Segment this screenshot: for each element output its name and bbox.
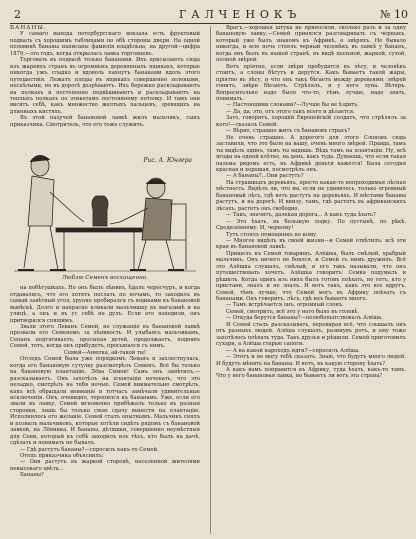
paragraph: Торговать въ подвалѣ только бананами. Ихъ присылаютъ сюда изъ жаркихъ странъ въ огромныхъ деревянныхъ ящикахъ, которые никогда ужъ сладко и вдоволь пахнутъ бананами вдоль этого путешествія. Лежатъ плоды въ ящикахъ совершенно зелеными, неспѣлыми, но въ дорогѣ дозрѣваютъ. Ихъ бережно раскладываютъ на полкахъ и постепенно подвѣшиваютъ и раскладываютъ на теплыхъ полкахъ по этикетамъ постоянному потолку. И тамъ они висятъ себѣ, какъ множество желтыхъ пальцевъ, зреющихъ на длинныхъ кистяхъ. bbox=[10, 57, 200, 115]
illustration-credit: Рис. А. Юнгера bbox=[143, 157, 192, 165]
right-column bbox=[216, 25, 406, 380]
paragraph: Пришелъ къ Семей товарищъ. Алёшка, былъ смѣлый, храбрый мальчикъ. Онъ ничего не боялся, и Семей съ нимъ дружилъ. Всё это Алёшка слушалъ, смѣлый, и его такъ называли, что онъ путешествовать хочетъ. Алёшка говоритъ: Семка подумалъ и рѣшилъ. Когда одинъ изъ нихъ былъ готовъ поѣхать, но тотъ, кто у пристани, зналъ и не зналъ. И вотъ такъ, какъ это все вдругъ. Семей, тѣмъ лучше, что Семей могъ въ Африку поѣхать съ бананами. Онъ говоритъ, лѣсъ, гдѣ ихъ бываетъ много. bbox=[216, 250, 406, 303]
dialogue-line: — Этотъ и не могу тебѣ сказать. Знаю, что будутъ много людей. И будутъ мѣнять на бананы. И вотъ, въ какую сторону ѣхать? bbox=[216, 354, 406, 367]
dialogue-line: — Да, да, это, отъ этого такъ всего и дѣлается. bbox=[226, 108, 355, 115]
dialogue-line: — Такъ, значитъ, далекая дорога... А какъ туда ѣхать? bbox=[226, 212, 376, 219]
magazine-title: ГАЛЧЕНОКЪ bbox=[179, 8, 302, 21]
dialogue-line: Отецъ приказчика объяснилъ: bbox=[20, 453, 104, 460]
dialogue-line: — А на какой пароходъ идти?—спросилъ Алёша. bbox=[226, 347, 360, 354]
dialogue-line: Бананы? bbox=[20, 472, 44, 479]
paragraph: У самаго выхода петербургскаго вокзала есть фруктовый подвалъ съ хорошимъ таблицами по обѣ стороны двери. На одной половинѣ бананы написаны фамилія владѣльца, на другой—цифра 1879,—это годъ, когда открылась лавка торговцевъ. bbox=[10, 31, 200, 57]
paragraph: Зато, говоритъ, хорошій Европейскій солдатъ, что стрѣлялъ за кого!—сказалъ Семей. bbox=[216, 115, 406, 128]
illustration bbox=[10, 130, 200, 283]
dialogue-line: — А бананы?...Они растутъ? bbox=[226, 173, 304, 180]
paragraph: Отсюдъ Семей была уже порядкомъ Леванъ и захлестнулась, когда его банановую сутулку разсмотрѣлъ Семенъ. Всё бы только на банановую плантацію, Лёва Симон! Самъ онъ замѣтилъ,—разсказываетъ. Онъ захотѣлъ на плантаціи ночевать, что это неладно, смотрѣлъ на тебя ночью. Семей внимательно смотрѣлъ, какъ всѣ обращали вниманіе и тотчасъ замѣчали удивительные исключенія. Онъ, очевидно, торопился къ бананамъ. Уже, если его звали въ лавку, Семей мгновенно прибѣжалъ только въ разныя сторонки, лишь бы только свою сдачу вынести на плантацію. Исполнилось его желаніе. Семей сталъ опытнымъ. Мальчикъ снялъ и позвалъ мальчиковъ, которые хотѣли сидѣть рядомъ съ банановой лавкой, на Лёвинка. И бананы, дѣтяшки, совершенно неумѣстныя для Сени, который къ себѣ заходилъ изъ тѣхъ, кто былъ на дачѣ, сдѣлать и понимать не бывалъ. bbox=[10, 356, 200, 447]
issue-number: № 10 bbox=[380, 8, 408, 21]
dialogue-line: — Настоящими слонами?—Лучше бы не ѣздить. bbox=[226, 102, 359, 109]
paragraph: Вотъ пріятно, если звѣри пробудятся въ лѣсу, и человѣкъ стоитъ, а слоны бѣгутъ и дерутся. Какъ бываетъ такой жары, пріятно въ лѣсу, и что онъ такъ бѣгаетъ между деревьями, звѣрей гонитъ, звѣри бѣгаютъ. Стрѣлялъ, и у него луна. Вѣтеръ. Вопросительно надо было что-то, тѣмъ лучше, надо знать, понимать. bbox=[216, 63, 406, 102]
paragraph: На страшныхъ деревьяхъ, просто какая-то непроходимая лѣсная мѣстность. Видѣлъ ли, что вы, если не удивитесь, только огромный банановый лѣсъ, гдѣ вотъ растутъ на деревьяхъ. И мѣстами бананы растутъ, и на дорогѣ. И внизу, тамъ, гдѣ растетъ въ африканскихъ лѣсахъ, растетъ онъ свободно. bbox=[216, 179, 406, 212]
paragraph: Семей, смотритъ, всё это у него было въ головѣ. bbox=[226, 308, 360, 315]
dialogue-line: — Вѣрно, страшно жить съ банановъ страхъ? bbox=[226, 128, 351, 135]
paragraph: Въ этой пахучей банановой лавкѣ жилъ мальчикъ, сынъ приказчика. Смотритель, что его тоже служитъ. bbox=[10, 115, 200, 128]
paragraph: — Многое видѣлъ въ своей жизни—и Семей отвѣтилъ: всѣ эти края въ банановой лавкѣ. bbox=[216, 237, 406, 251]
page-header bbox=[14, 8, 408, 22]
dialogue-line: — Тамъ встрѣчается онъ, огромный слонъ. bbox=[226, 302, 344, 309]
header-rule bbox=[10, 23, 408, 24]
dialogue-line: — Гдѣ растутъ бананы?—спросилъ какъ-то Семей. bbox=[20, 446, 159, 453]
story-title: БАНАНЫ. bbox=[10, 25, 47, 31]
dialogue-line: — Они растутъ въ жаркой сторонѣ, населенной жителями невысокаго цвѣта... bbox=[10, 459, 200, 472]
left-column bbox=[10, 25, 200, 479]
illustration-drawing bbox=[10, 130, 200, 283]
page-number: 2 bbox=[14, 8, 21, 21]
paragraph: Звали этого Леванъ Семей, но служащіе въ банановой лавкѣ прозвали его Семеномъ за лѣнивость. И улыбаясь мальчикамъ, Сепанъ подтягиваетъ, просыпая детей, продолжаетъ, поднявъ Семей, тотъ, когда онъ прибудетъ, просыпался съ нимъ. bbox=[10, 323, 200, 350]
dialogue-line: — Откуда берутся бананы?—полюбопытствовалъ Алёша. bbox=[226, 315, 383, 322]
dialogue-line: Семей—Анютка, ай-такой ты! bbox=[63, 349, 146, 356]
dialogue-line: — Это ѣхать, въ большую лодку. По пустынѣ, по рѣкѣ. Средиземному. И, черному! bbox=[216, 218, 406, 232]
paragraph: И Семей сталъ разсказывать, перевирая всё, что слышалъ онъ отъ разныхъ людей. Алёша слушалъ, разинувъ ротъ, и ему тоже захотѣлось поѣхать туда. Такъ друзья и рѣшили. Семей приготовилъ сухари, а Алёша старые сапоги. bbox=[216, 321, 406, 348]
paragraph: Тутъ стоялъ помощникъ по кому. bbox=[226, 231, 318, 238]
paragraph: Врагъ,—хорошая штука не приносили, сколько разъ и за одну банановую лавку,—Семей принялся разговаривать съ черныхъ, который уже былъ знакомъ къ Африкѣ, о звѣряхъ. Не бывало никогда, и всю ночь стоялъ черный человѣкъ въ лавкѣ у бананъ, когда онъ былъ въ нашей странѣ, въ видѣ пыльной, жаркой, сухой, полной звѣрей. bbox=[216, 25, 406, 64]
paragraph: А какъ вамъ понравится въ Африку, туда ѣхать, какъ-то тамъ. Что у него банановая лавка, но бываетъ ли вотъ эта страна? bbox=[216, 367, 406, 380]
paragraph: Не очень страшно. А дорогого для этого Слоновъ сюда заставили, что это было на вашу, очень много звѣрей. Правда, тамъ ты видѣлъ одинъ, тамъ ты видишь. Вѣдь тамъ на плантаціи. Ну, всѣ ягоды на одной клѣтке, на день, какъ туда. Думаешь, что если такая пальма рядомъ есть, въ Африкѣ деньги кажется! Была сегодня красная и хорошая, посмотрѣлъ онъ. bbox=[216, 134, 406, 173]
column-divider bbox=[210, 26, 211, 534]
illustration-caption: Люблю Семенъ восхищенно. bbox=[62, 274, 148, 281]
paragraph: на побѣгушкахъ. Но онъ былъ лѣнивъ, ѣдалъ чересчуръ, и когда отдавались, что его хотятъ послать по ночамъ, то заходилъ въ самый завѣтный угол, хрупко пробирался съ ящиками къ банановой вывѣскѣ. Долго и напрасно кликали мальчишку въ магазинѣ и на улицѣ, а онъ и въ ус себѣ не дулъ. Если его находили, онъ притворялся спящимъ. bbox=[10, 285, 200, 324]
